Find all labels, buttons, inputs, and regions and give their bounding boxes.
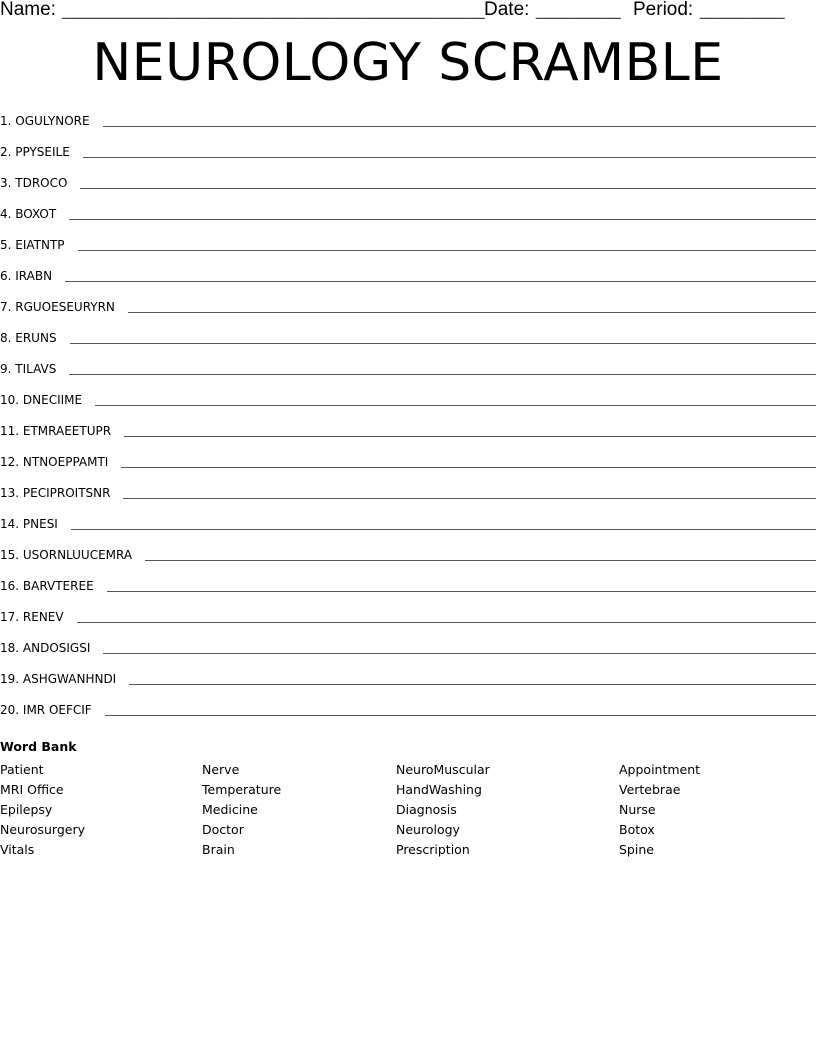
answer-blank[interactable] bbox=[83, 142, 816, 158]
question-row bbox=[0, 390, 816, 421]
date-label: Date: bbox=[484, 0, 530, 20]
date-blank[interactable]: ________ bbox=[536, 0, 621, 20]
scrambled-word: 11. ETMRAEETUPR bbox=[0, 424, 112, 438]
question-row bbox=[0, 297, 816, 328]
word-bank-item: MRI Office bbox=[0, 782, 64, 797]
question-row bbox=[0, 700, 816, 731]
question-row bbox=[0, 235, 816, 266]
answer-blank[interactable] bbox=[145, 545, 816, 561]
scrambled-word: 10. DNECIIME bbox=[0, 393, 83, 407]
word-bank-item: HandWashing bbox=[396, 782, 482, 797]
worksheet-header bbox=[0, 0, 816, 24]
scrambled-word: 1. OGULYNORE bbox=[0, 114, 90, 128]
answer-blank[interactable] bbox=[78, 235, 816, 251]
word-bank-item: Nerve bbox=[202, 762, 240, 777]
answer-blank[interactable] bbox=[103, 638, 816, 654]
word-bank-column-4 bbox=[619, 760, 700, 860]
question-row bbox=[0, 483, 816, 514]
scrambled-word: 4. BOXOT bbox=[0, 207, 57, 221]
answer-blank[interactable] bbox=[124, 421, 816, 437]
word-bank-item: Nurse bbox=[619, 802, 656, 817]
question-row bbox=[0, 669, 816, 700]
word-bank-item: Neurology bbox=[396, 822, 460, 837]
question-row bbox=[0, 204, 816, 235]
answer-blank[interactable] bbox=[121, 452, 816, 468]
answer-blank[interactable] bbox=[65, 266, 816, 282]
scrambled-word: 12. NTNOEPPAMTI bbox=[0, 455, 109, 469]
word-bank-item: Epilepsy bbox=[0, 802, 53, 817]
answer-blank[interactable] bbox=[103, 111, 816, 127]
name-blank[interactable]: ________________________________________ bbox=[62, 0, 485, 20]
answer-blank[interactable] bbox=[105, 700, 816, 716]
word-bank-item: Vertebrae bbox=[619, 782, 681, 797]
word-bank-item: Patient bbox=[0, 762, 44, 777]
question-row bbox=[0, 111, 816, 142]
word-bank-column-1 bbox=[0, 760, 85, 860]
answer-blank[interactable] bbox=[71, 514, 816, 530]
word-bank-item: Prescription bbox=[396, 842, 470, 857]
period-label: Period: bbox=[633, 0, 694, 20]
word-bank-column-3 bbox=[396, 760, 490, 860]
answer-blank[interactable] bbox=[69, 359, 816, 375]
word-bank-item: NeuroMuscular bbox=[396, 762, 490, 777]
question-row bbox=[0, 514, 816, 545]
scrambled-word: 14. PNESI bbox=[0, 517, 58, 531]
page-title: NEUROLOGY SCRAMBLE bbox=[92, 33, 724, 93]
answer-blank[interactable] bbox=[80, 173, 816, 189]
word-bank-item: Medicine bbox=[202, 802, 258, 817]
answer-blank[interactable] bbox=[128, 297, 816, 313]
question-row bbox=[0, 421, 816, 452]
scrambled-word: 5. EIATNTP bbox=[0, 238, 65, 252]
word-bank-item: Vitals bbox=[0, 842, 35, 857]
scrambled-word: 18. ANDOSIGSI bbox=[0, 641, 91, 655]
word-bank-title: Word Bank bbox=[0, 739, 77, 754]
answer-blank[interactable] bbox=[70, 328, 816, 344]
question-row bbox=[0, 638, 816, 669]
scrambled-word: 13. PECIPROITSNR bbox=[0, 486, 111, 500]
question-row bbox=[0, 173, 816, 204]
answer-blank[interactable] bbox=[77, 607, 816, 623]
name-label: Name: bbox=[0, 0, 56, 20]
period-blank[interactable]: ________ bbox=[700, 0, 785, 20]
scrambled-word: 19. ASHGWANHNDI bbox=[0, 672, 117, 686]
question-row bbox=[0, 545, 816, 576]
question-row bbox=[0, 266, 816, 297]
word-bank-item: Neurosurgery bbox=[0, 822, 85, 837]
word-bank-item: Doctor bbox=[202, 822, 244, 837]
answer-blank[interactable] bbox=[95, 390, 816, 406]
question-list bbox=[0, 111, 816, 731]
scrambled-word: 3. TDROCO bbox=[0, 176, 68, 190]
scrambled-word: 20. IMR OEFCIF bbox=[0, 703, 92, 717]
answer-blank[interactable] bbox=[123, 483, 816, 499]
scrambled-word: 15. USORNLUUCEMRA bbox=[0, 548, 133, 562]
word-bank-item: Appointment bbox=[619, 762, 701, 777]
answer-blank[interactable] bbox=[107, 576, 816, 592]
word-bank-item: Spine bbox=[619, 842, 654, 857]
word-bank-item: Diagnosis bbox=[396, 802, 457, 817]
question-row bbox=[0, 576, 816, 607]
scrambled-word: 8. ERUNS bbox=[0, 331, 57, 345]
word-bank-item: Brain bbox=[202, 842, 235, 857]
scrambled-word: 6. IRABN bbox=[0, 269, 53, 283]
scrambled-word: 2. PPYSEILE bbox=[0, 145, 70, 159]
question-row bbox=[0, 328, 816, 359]
question-row bbox=[0, 142, 816, 173]
answer-blank[interactable] bbox=[69, 204, 816, 220]
scrambled-word: 9. TILAVS bbox=[0, 362, 57, 376]
scrambled-word: 17. RENEV bbox=[0, 610, 64, 624]
question-row bbox=[0, 452, 816, 483]
answer-blank[interactable] bbox=[129, 669, 816, 685]
word-bank-item: Botox bbox=[619, 822, 655, 837]
word-bank-item: Temperature bbox=[202, 782, 282, 797]
scrambled-word: 16. BARVTEREE bbox=[0, 579, 94, 593]
question-row bbox=[0, 359, 816, 390]
question-row bbox=[0, 607, 816, 638]
scrambled-word: 7. RGUOESEURYRN bbox=[0, 300, 115, 314]
word-bank-column-2 bbox=[202, 760, 281, 860]
